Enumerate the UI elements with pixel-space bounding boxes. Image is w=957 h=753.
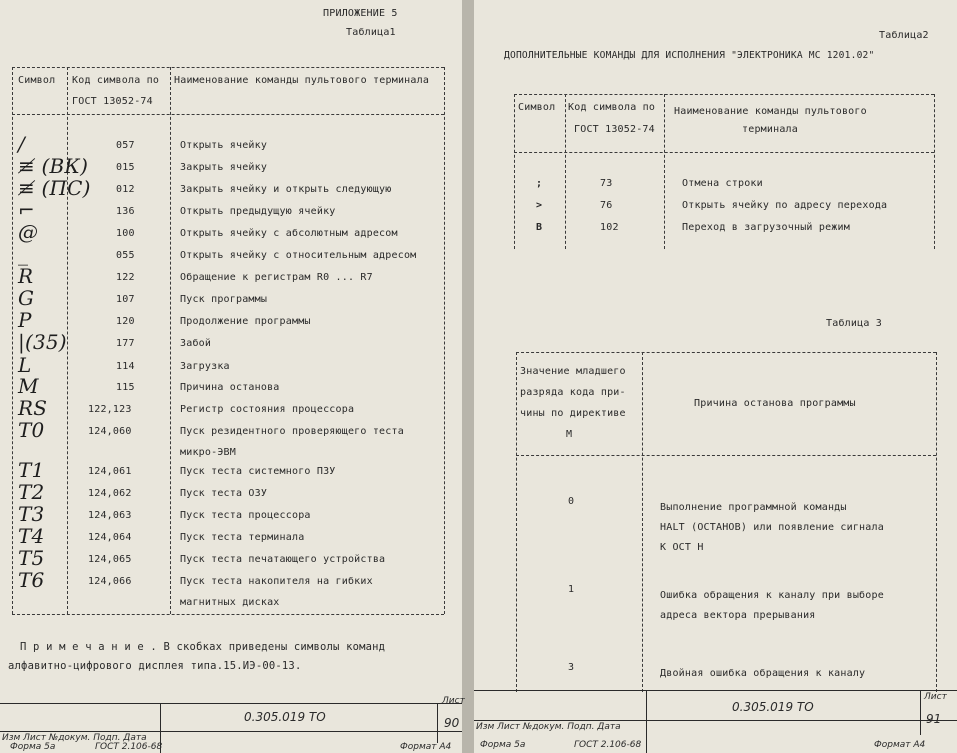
symbol-cell: T2	[18, 480, 45, 504]
t2-name-cell: Отмена строки	[682, 178, 763, 189]
name-cell: Пуск теста процессора	[180, 510, 311, 521]
name-cell: Пуск теста системного ПЗУ	[180, 466, 336, 477]
table3-label: Таблица 3	[826, 318, 882, 329]
table2-divider-1	[565, 94, 566, 249]
symbol-cell: T1	[18, 458, 45, 482]
code-cell: 015	[116, 162, 135, 173]
note-line2: алфавитно-цифрового дисплея типа.15.ИЭ-00-13.	[8, 660, 302, 672]
symbol-cell: ≢ (ПС)	[18, 176, 91, 200]
t3-reason-line: К ОСТ Н	[660, 542, 704, 553]
table3-divider	[642, 352, 643, 692]
stamp-divider-r	[646, 690, 647, 753]
t2-header-code-line2: ГОСТ 13052-74	[574, 124, 655, 135]
code-cell: 115	[116, 382, 135, 393]
code-cell: 124,060	[88, 426, 132, 437]
stamp-sheet-divider-r	[920, 690, 921, 735]
t3-value-cell: 3	[568, 662, 575, 673]
table2-divider-2	[664, 94, 665, 249]
code-cell: 114	[116, 361, 135, 372]
t3-header-line: разряда кода при-	[520, 387, 626, 398]
t2-code-cell: 73	[600, 178, 613, 189]
symbol-cell: R	[18, 264, 34, 288]
doc-number: 0.305.019 ТО	[244, 710, 326, 724]
table1-border-top	[12, 67, 444, 68]
code-cell: 177	[116, 338, 135, 349]
appendix-label: ПРИЛОЖЕНИЕ 5	[323, 8, 398, 19]
code-cell: 124,064	[88, 532, 132, 543]
name-cell: Закрыть ячейку и открыть следующую	[180, 184, 392, 195]
t2-header-code-line1: Код символа по	[568, 102, 656, 113]
table1-label: Таблица1	[346, 27, 396, 38]
symbol-cell: T3	[18, 502, 45, 526]
name-cell: Пуск теста печатающего устройства	[180, 554, 386, 565]
t3-header-line: чины по директиве	[520, 408, 626, 419]
name-cell: Пуск резидентного проверяющего теста	[180, 426, 404, 437]
stamp-top-line	[0, 703, 462, 704]
symbol-cell: @	[18, 220, 39, 244]
header-code-line1: Код символа по	[72, 75, 160, 86]
code-cell: 107	[116, 294, 135, 305]
name-cell: Загрузка	[180, 361, 230, 372]
symbol-cell: RS	[18, 396, 48, 420]
t2-header-name-line1: Наименование команды пультового	[674, 106, 867, 117]
name-cell: Открыть предыдущую ячейку	[180, 206, 336, 217]
name-cell: Пуск теста терминала	[180, 532, 305, 543]
code-cell: 055	[116, 250, 135, 261]
t2-symbol-cell: ;	[536, 178, 543, 189]
header-code-line2: ГОСТ 13052-74	[72, 96, 153, 107]
code-cell: 100	[116, 228, 135, 239]
symbol-cell: P	[18, 308, 32, 332]
t3-reason-line: адреса вектора прерывания	[660, 610, 816, 621]
table2-border-right	[934, 94, 935, 249]
name-cell: Пуск программы	[180, 294, 268, 305]
name-cell: Пуск теста накопителя на гибких	[180, 576, 373, 587]
table1-border-bottom	[12, 614, 444, 615]
symbol-cell: L	[18, 353, 32, 377]
stamp-mid-line-r	[474, 720, 957, 721]
code-cell: 124,061	[88, 466, 132, 477]
symbol-cell: T6	[18, 568, 45, 592]
table1-border-left	[12, 67, 13, 614]
symbol-cell: ≢ (ВК)	[18, 154, 89, 178]
name-cell-cont: магнитных дисках	[180, 597, 280, 608]
code-cell: 124,065	[88, 554, 132, 565]
name-cell: Закрыть ячейку	[180, 162, 268, 173]
symbol-cell: T0	[18, 418, 45, 442]
stamp-sheet-divider	[437, 703, 438, 743]
code-cell: 122	[116, 272, 135, 283]
symbol-cell: ⌐	[18, 198, 35, 222]
symbol-cell: T4	[18, 524, 45, 548]
t3-reason-line: Двойная ошибка обращения к каналу	[660, 668, 866, 679]
stamp-columns-r: Изм Лист №докум. Подп. Дата	[476, 722, 621, 732]
t3-reason-line: Ошибка обращения к каналу при выборе	[660, 590, 884, 601]
t2-name-cell: Открыть ячейку по адресу перехода	[682, 200, 888, 211]
symbol-cell: T5	[18, 546, 45, 570]
code-cell: 057	[116, 140, 135, 151]
code-cell: 124,066	[88, 576, 132, 587]
name-cell: Пуск теста ОЗУ	[180, 488, 268, 499]
t2-symbol-cell: B	[536, 222, 543, 233]
table2-label: Таблица2	[879, 30, 929, 41]
name-cell: Забой	[180, 338, 212, 349]
table2-header-divider	[514, 152, 934, 153]
format-label: Формат А4	[400, 742, 452, 752]
code-cell: 124,063	[88, 510, 132, 521]
table1-divider-2	[170, 67, 171, 614]
table1-divider-1	[67, 67, 68, 614]
header-name: Наименование команды пультового терминала	[174, 75, 430, 86]
t2-symbol-cell: >	[536, 200, 543, 211]
right-page	[474, 0, 957, 753]
name-cell: Открыть ячейку с абсолютным адресом	[180, 228, 398, 239]
format-label-r: Формат А4	[874, 740, 926, 750]
name-cell-cont: микро-ЭВМ	[180, 447, 236, 458]
stamp-top-line-r	[474, 690, 957, 691]
stamp-mid-line	[0, 731, 462, 732]
symbol-cell: |(35)	[18, 330, 67, 354]
t2-header-symbol: Символ	[518, 102, 556, 113]
note-line1: П р и м е ч а н и е . В скобках приведены символы команд	[20, 641, 386, 653]
t3-header-reason: Причина останова программы	[694, 398, 856, 409]
code-cell: 012	[116, 184, 135, 195]
name-cell: Открыть ячейку с относительным адресом	[180, 250, 417, 261]
table3-header-divider	[516, 455, 936, 456]
doc-number-r: 0.305.019 ТО	[732, 700, 814, 714]
name-cell: Открыть ячейку	[180, 140, 268, 151]
symbol-cell: _	[18, 242, 29, 266]
table3-border-left	[516, 352, 517, 692]
t3-value-cell: 0	[568, 496, 575, 507]
header-symbol: Символ	[18, 75, 56, 86]
symbol-cell: M	[18, 374, 39, 398]
name-cell: Обращение к регистрам R0 ... R7	[180, 272, 373, 283]
t2-name-cell: Переход в загрузочный режим	[682, 222, 850, 233]
name-cell: Продолжение программы	[180, 316, 311, 327]
gost-label-r: ГОСТ 2.106-68	[574, 740, 642, 750]
form-label-r: Форма 5а	[480, 740, 526, 750]
t2-header-name-line2: терминала	[742, 124, 798, 135]
stamp-columns: Изм Лист №докум. Подп. Дата	[2, 733, 147, 743]
table3-border-top	[516, 352, 936, 353]
table2-border-left	[514, 94, 515, 249]
sheet-number: 90	[444, 716, 460, 730]
table3-border-right	[936, 352, 937, 692]
name-cell: Регистр состояния процессора	[180, 404, 355, 415]
code-cell: 136	[116, 206, 135, 217]
name-cell: Причина останова	[180, 382, 280, 393]
t3-reason-line: HALT (ОСТАНОВ) или появление сигнала	[660, 522, 884, 533]
form-label: Форма 5а	[10, 742, 56, 752]
t3-value-cell: 1	[568, 584, 575, 595]
code-cell: 124,062	[88, 488, 132, 499]
symbol-cell: /	[18, 132, 25, 156]
t3-reason-line: Выполнение программной команды	[660, 502, 847, 513]
gost-label: ГОСТ 2.106-68	[95, 742, 163, 752]
sheet-label-r: Лист	[924, 692, 947, 702]
table2-border-top	[514, 94, 934, 95]
t3-header-line: Значение младшего	[520, 366, 626, 377]
left-page	[0, 0, 465, 753]
t3-header-line: M	[566, 429, 573, 440]
sheet-number-r: 91	[926, 712, 942, 726]
table1-border-right	[444, 67, 445, 614]
code-cell: 120	[116, 316, 135, 327]
t2-code-cell: 102	[600, 222, 619, 233]
symbol-cell: G	[18, 286, 35, 310]
sheet-label: Лист	[442, 696, 465, 706]
t2-code-cell: 76	[600, 200, 613, 211]
code-cell: 122,123	[88, 404, 132, 415]
table2-title: ДОПОЛНИТЕЛЬНЫЕ КОМАНДЫ ДЛЯ ИСПОЛНЕНИЯ "ЭЛЕКТРОНИКА МС 1201.02"	[504, 50, 875, 61]
table1-header-divider	[12, 114, 444, 115]
